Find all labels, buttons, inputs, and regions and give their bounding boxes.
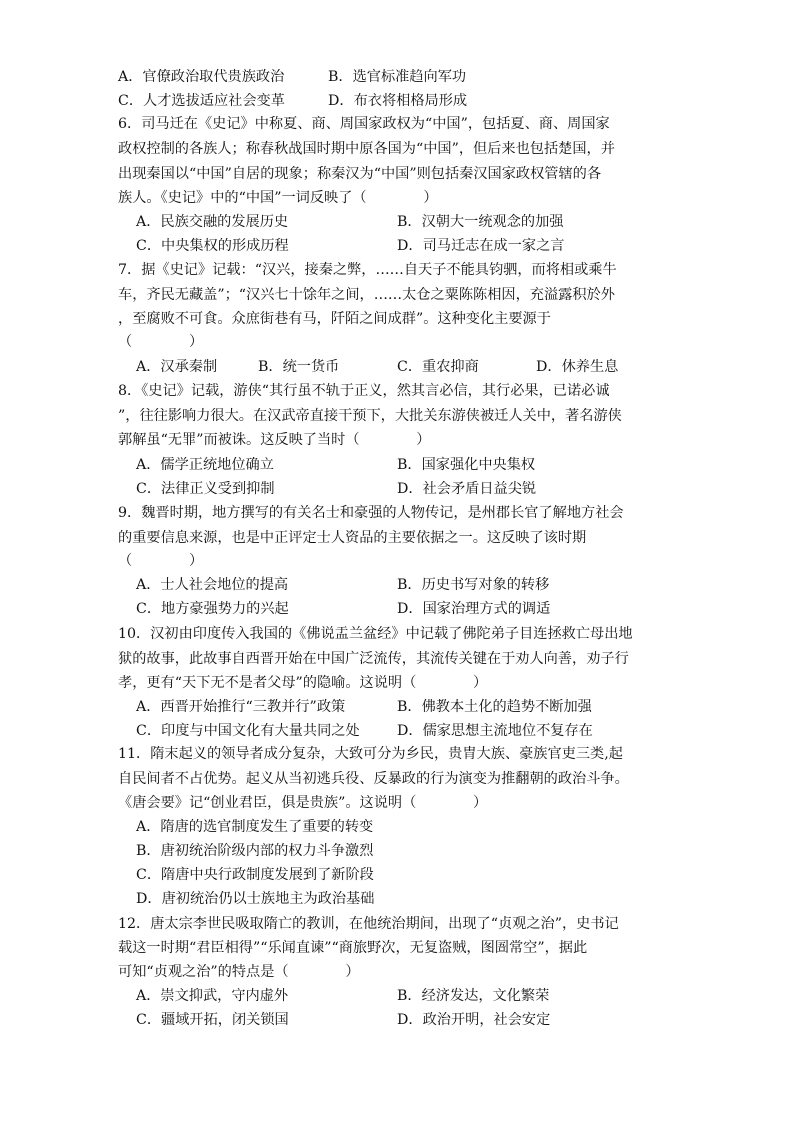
q7-option-c: C．重农抑商	[397, 359, 479, 375]
q8-option-a: A．儒学正统地位确立	[136, 457, 274, 473]
q6-option-c: C．中央集权的形成历程	[136, 238, 289, 254]
q7-stem-line-3: ，至腐败不可食。众庶街巷有马，阡陌之间成群”。这种变化主要源于	[118, 311, 551, 327]
q7-stem-line-1: 7．据《史记》记载：“汉兴，接秦之弊，……自天子不能具钧驷，而将相或乘牛	[118, 262, 617, 278]
q11-stem-line-2: 自民间者不占优势。起义从当初逃兵役、反暴政的行为演变为推翻朝的政治斗争。	[118, 771, 629, 787]
q12-stem-line-3: 可知“贞观之治”的特点是（ ）	[118, 964, 360, 980]
q6-stem-line-2: 政权控制的各族人；称春秋战国时期中原各国为“中国”，但后来也包括楚国，并	[118, 141, 615, 157]
q8-stem-line-3: 郭解虽“无罪”而被诛。这反映了当时（ ）	[118, 432, 431, 448]
q8-stem-line-1: 8．《史记》记载，游侠“其行虽不轨于正义，然其言必信，其行必果，已诺必诚	[118, 383, 610, 399]
q6-stem-line-1: 6．司马迁在《史记》中称夏、商、周国家政权为“中国”，包括夏、商、周国家	[118, 116, 610, 132]
q10-stem-line-2: 狱的故事，此故事自西晋开始在中国广泛流传，其流传关键在于劝人向善，劝子行	[118, 651, 629, 667]
q9-stem-line-2: 的重要信息来源，也是中正评定士人资品的主要依据之一。这反映了该时期	[118, 530, 587, 546]
q5-option-d: D．布衣将相格局形成	[328, 93, 468, 109]
q12-stem-line-1: 12．唐太宗李世民吸取隋亡的教训，在他统治期间，出现了“贞观之治”，史书记	[118, 916, 619, 932]
q10-option-b: B．佛教本土化的趋势不断加强	[397, 699, 592, 715]
q11-stem-line-1: 11．隋末起义的领导者成分复杂，大致可分为乡民，贵胄大族、豪族官吏三类,起	[118, 746, 623, 762]
q10-option-d: D．儒家思想主流地位不复存在	[397, 723, 593, 739]
q5-option-a: A．官僚政治取代贵族政治	[118, 69, 285, 85]
q9-option-c: C．地方豪强势力的兴起	[136, 601, 289, 617]
q11-option-c: C．隋唐中央行政制度发展到了新阶段	[136, 867, 374, 883]
q8-stem-line-2: ”，往往影响力很大。在汉武帝直接干预下，大批关东游侠被迁人关中，著名游侠	[118, 408, 622, 424]
q12-option-b: B．经济发达，文化繁荣	[397, 988, 550, 1004]
q10-stem-line-3: 孝，更有“天下无不是者父母”的隐喻。这说明（ ）	[118, 675, 488, 691]
q6-stem-line-4: 族人。《史记》中的“中国”一词反映了（ ）	[118, 190, 438, 206]
q5-option-c: C．人才选拔适应社会变革	[118, 93, 285, 109]
q10-stem-line-1: 10．汉初由印度传入我国的《佛说盂兰盆经》中记载了佛陀弟子目连拯救亡母出地	[118, 626, 633, 642]
q8-option-d: D．社会矛盾日益尖锐	[397, 481, 537, 497]
q6-option-d: D．司马迁志在成一家之言	[397, 238, 565, 254]
q6-option-a: A．民族交融的发展历史	[136, 214, 289, 230]
q7-stem-line-2: 车，齐民无藏盖”；“汉兴七十馀年之间，……太仓之粟陈陈相因，充溢露积於外	[118, 287, 615, 303]
q7-option-d: D．休养生息	[536, 359, 619, 375]
q12-option-a: A．崇文抑武，守内虚外	[136, 988, 289, 1004]
q12-option-c: C．疆域开拓，闭关锁国	[136, 1012, 289, 1028]
q11-stem-line-3: 《唐会要》记“创业君臣，俱是贵族”。这说明（ ）	[118, 795, 488, 811]
q11-option-a: A．隋唐的选官制度发生了重要的转变	[136, 819, 374, 835]
q12-option-d: D．政治开明，社会安定	[397, 1012, 551, 1028]
q9-stem-line-1: 9．魏晋时期，地方撰写的有关名士和豪强的人物传记，是州郡长官了解地方社会	[118, 505, 624, 521]
q6-option-b: B．汉朝大一统观念的加强	[397, 214, 564, 230]
q10-option-a: A．西晋开始推行“三教并行”政策	[136, 699, 346, 715]
q11-option-d: D．唐初统治仍以士族地主为政治基础	[136, 891, 375, 907]
q6-stem-line-3: 出现秦国以“中国”自居的现象；称秦汉为“中国”则包括秦汉国家政权管辖的各	[118, 166, 602, 182]
q9-option-d: D．国家治理方式的调适	[397, 601, 551, 617]
q8-option-c: C．法律正义受到抑制	[136, 481, 275, 497]
q9-stem-line-3: （ ）	[118, 553, 204, 569]
q11-option-b: B．唐初统治阶级内部的权力斗争激烈	[136, 843, 374, 859]
q5-option-b: B．选官标准趋向军功	[328, 69, 467, 85]
q7-option-b: B．统一货币	[258, 359, 340, 375]
q7-option-a: A．汉承秦制	[136, 359, 218, 375]
q9-option-a: A．士人社会地位的提高	[136, 577, 289, 593]
q9-option-b: B．历史书写对象的转移	[397, 577, 550, 593]
q12-stem-line-2: 载这一时期“君臣相得”“乐闻直谏”“商旅野次，无复盗贼，图圄常空”，据此	[118, 940, 588, 956]
q10-option-c: C．印度与中国文化有大量共同之处	[136, 723, 360, 739]
q7-stem-line-4: （ ）	[118, 334, 204, 350]
q8-option-b: B．国家强化中央集权	[397, 457, 536, 473]
